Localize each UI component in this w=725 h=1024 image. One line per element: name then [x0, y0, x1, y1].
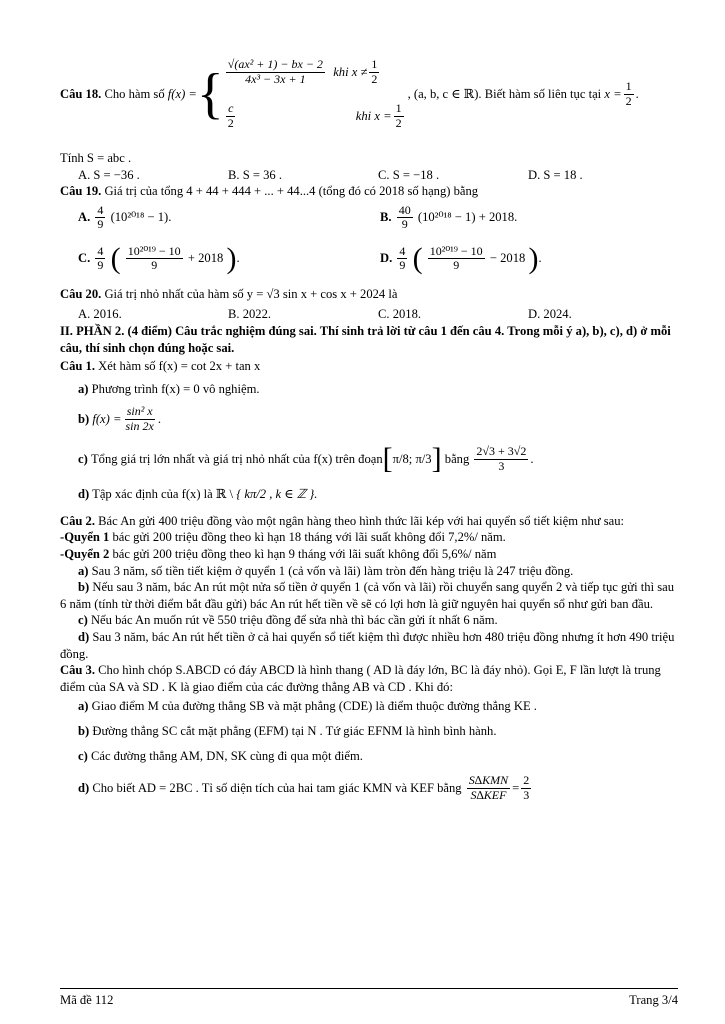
c3-d-num: S∆KMN: [468, 773, 509, 788]
c2-book2-text: bác gửi 200 triệu đồng theo kì hạn 9 tháng với lãi suất không đổi 5,6%/ năm: [112, 546, 497, 561]
q20-answer-a: A. 2016.: [78, 307, 122, 322]
c2-book2: [60, 546, 678, 563]
c1-item-b: b) f(x) = $\frac{\text{sin² x}}{\sin 2x}$ .: [78, 404, 161, 434]
c3-d-eq: =: [512, 781, 520, 796]
question-20: [60, 286, 678, 303]
q19-d-label: D.: [380, 250, 393, 265]
c1-c-pre: Tổng giá trị lớn nhất và giá trị nhỏ nhất của f(x) trên đoạn: [90, 451, 383, 466]
paren-close-2: ): [528, 241, 539, 275]
q18-ask: Tính S = abc .: [60, 151, 132, 165]
c1-c-seg-b: π/3: [415, 451, 432, 466]
c3-item-a: [60, 698, 678, 715]
half-den-3: 2: [625, 93, 632, 108]
exam-code: Mã đề 112: [60, 993, 114, 1007]
c1-c-label: c): [78, 451, 88, 466]
q19-d-coef-n: 4: [399, 243, 406, 258]
c2-item-d: [60, 629, 678, 662]
q19-c-coef-d: 9: [97, 258, 104, 273]
half-den-2: 2: [395, 115, 402, 130]
c1-a-label: a): [78, 381, 89, 396]
q19-c-in-n: 10²⁰¹⁹ − 10: [127, 243, 181, 258]
c1-c-seg-a: π/8: [392, 451, 409, 466]
c2-book1-label: -Quyển 1: [60, 530, 110, 545]
c1-item-d: [60, 486, 678, 503]
c1-b-den: sin 2x: [125, 419, 154, 434]
question-19: [60, 183, 678, 200]
c1-d-pre: Tập xác định của f(x) là ℝ \: [92, 487, 234, 502]
c2-item-a: [60, 563, 678, 580]
q19-answer-a: [78, 204, 376, 233]
c2-book1: [60, 529, 678, 546]
c3-item-c: [60, 748, 678, 765]
c3-d-den: S∆KEF: [470, 788, 507, 803]
c1-d-label: d): [78, 487, 90, 502]
q19-text: Giá trị của tổng 4 + 44 + 444 + ... + 44...4 (tổng đó có 2018 số hạng) bằng: [104, 184, 479, 199]
q18-cond-top: khi x ≠: [333, 64, 368, 79]
c2-b-text: Nếu sau 3 năm, bác An rút một nửa số tiền ở quyển 1 (cả vốn và lãi) rồi chuyển sang quyển 2 và tiếp tục gửi thì sau 6 năm (tính từ thời điểm bắt đầu gửi) bác An rút hết tiền về sẽ có lợi hơn là giữ nguyên hai quyển sổ như gửi ban đầu.: [60, 580, 675, 611]
paren-open-2: (: [412, 241, 423, 275]
q18-answer-d: D. S = 18 .: [528, 167, 583, 182]
c3-d-pre: Cho biết AD = 2BC . Tỉ số diện tích của hai tam giác KMN và KEF bằng: [92, 781, 462, 796]
q19-b-coef-n: 40: [398, 202, 411, 217]
paren-open: (: [110, 241, 121, 275]
half-den: 2: [371, 71, 378, 86]
q18-den-top: 4x³ − 3x + 1: [245, 71, 306, 86]
c3-item-b: [60, 723, 678, 740]
c2-a-label: a): [78, 563, 89, 578]
q19-b-label: B.: [380, 209, 392, 224]
c3-label: Câu 3.: [60, 663, 95, 678]
c1-text: Xét hàm số f(x) = cot 2x + tan x: [98, 359, 261, 374]
q19-d-in-d: 9: [453, 258, 460, 273]
c2-item-c: [60, 612, 678, 629]
part2-heading: II. PHẦN 2. (4 điểm) Câu trắc nghiệm đúng sai. Thí sinh trả lời từ câu 1 đến câu 4. Trong mỗi ý a), b), c), d) ở mỗi câu, thí sinh chọn đúng hoặc sai.: [60, 324, 671, 355]
q19-answer-c: C. $\frac{4}{9}$ ( $\frac{\text{10²⁰¹⁹ − 10}}{9}$ + 2018 ).: [78, 241, 240, 275]
q19-c-tail: + 2018: [187, 250, 224, 265]
c3-text: Cho hình chóp S.ABCD có đáy ABCD là hình thang ( AD là đáy lớn, BC là đáy nhỏ). Gọi E, F lần lượt là trung điểm của SA và SD . K là giao điểm của các đường thẳng AB và CD . Khi đó:: [60, 663, 661, 694]
c1-stem: [60, 358, 678, 375]
q18-answer-a: A. S = −36 .: [78, 167, 140, 182]
c2-book2-label: -Quyển 2: [60, 546, 110, 561]
q19-answer-d: D. $\frac{4}{9}$ ( $\frac{\text{10²⁰¹⁹ − 10}}{9}$ − 2018 ).: [380, 241, 542, 275]
half-num-2: 1: [395, 100, 402, 115]
half-num: 1: [371, 56, 378, 71]
q18-label: Câu 18.: [60, 86, 102, 101]
c2-label: Câu 2.: [60, 513, 95, 528]
c3-item-d: [60, 774, 678, 803]
q19-c-in-d: 9: [151, 258, 158, 273]
c2-b-label: b): [78, 580, 90, 595]
page-footer: [60, 988, 678, 1009]
c3-c-label: c): [78, 748, 88, 763]
c1-c-num: 2√3 + 3√2: [476, 443, 527, 458]
q19-b-body: (10²⁰¹⁸ − 1) + 2018.: [417, 209, 518, 224]
c2-text: Bác An gửi 400 triệu đồng vào một ngân hàng theo hình thức lãi kép với hai quyển sổ tiết kiệm như sau:: [98, 513, 625, 528]
c3-a-label: a): [78, 699, 89, 714]
c3-d-vd: 3: [523, 788, 530, 803]
q19-c-label: C.: [78, 250, 91, 265]
q18-den-bot: 2: [227, 115, 234, 130]
c2-item-b: [60, 579, 678, 612]
q18-answers: [60, 167, 678, 184]
left-brace: {: [196, 63, 224, 125]
q18-answer-b: B. S = 36 .: [228, 167, 282, 182]
q19-b-coef-d: 9: [401, 217, 408, 232]
c1-a-text: Phương trình f(x) = 0 vô nghiệm.: [91, 381, 260, 396]
c3-b-label: b): [78, 724, 90, 738]
q18-params: , (a, b, c ∈ ℝ). Biết hàm số liên tục tại: [407, 86, 602, 101]
q20-answer-b: B. 2022.: [228, 307, 272, 322]
c1-c-den: 3: [498, 458, 505, 473]
c2-stem: [60, 513, 678, 530]
exam-page: [60, 44, 678, 803]
q20-answer-c: C. 2018.: [378, 307, 422, 322]
c2-c-text: Nếu bác An muốn rút về 550 triệu đồng để sửa nhà thì bác cần gửi ít nhất 6 năm.: [90, 613, 498, 628]
q18-num-bot: c: [228, 100, 234, 115]
bracket-close: ]: [431, 442, 442, 476]
q19-d-coef-d: 9: [399, 258, 406, 273]
q19-label: Câu 19.: [60, 184, 102, 199]
c1-item-a: [60, 381, 678, 398]
q19-a-label: A.: [78, 209, 91, 224]
c1-item-c: c) Tổng giá trị lớn nhất và giá trị nhỏ nhất của f(x) trên đoạn [ π/8 ; π/3 ] bằng $\frac{2√3 + 3√2}{3}$ .: [78, 442, 534, 476]
q19-answer-b: [376, 204, 678, 233]
c2-a-text: Sau 3 năm, số tiền tiết kiệm ở quyển 1 (cả vốn và lãi) làm tròn đến hàng triệu là 247 triệu đồng.: [91, 563, 574, 578]
page-number: Trang 3/4: [629, 993, 678, 1007]
q19-a-coef-d: 9: [97, 217, 104, 232]
piecewise-function: [224, 50, 406, 138]
c1-c-mid: bằng: [444, 451, 470, 466]
q18-cond-bot: khi x =: [355, 108, 392, 123]
q18-answer-c: C. S = −18 .: [378, 167, 440, 182]
question-18: Câu 18. Cho hàm số f(x) = { $\frac{\text{√(ax² + 1) − bx − 2}}{\text{4x³ − 3x + 1}}$ khi x ≠ $\frac{1}{2}$ $\frac{c}{2}$ khi x = $\frac{1}{2}$ , (a, b, c ∈ ℝ). Biết hàm số liên tục tại x = $\frac{1}{2}$ .: [60, 44, 678, 144]
c1-label: Câu 1.: [60, 359, 95, 374]
q19-d-tail: − 2018: [489, 250, 526, 265]
c3-c-text: Các đường thẳng AM, DN, SK cùng đi qua một điểm.: [90, 748, 363, 763]
q19-a-body: (10²⁰¹⁸ − 1).: [110, 209, 172, 224]
q20-text: Giá trị nhỏ nhất của hàm số y = √3 sin x + cos x + 2024 là: [104, 286, 398, 301]
c3-a-text: Giao điểm M của đường thẳng SB và mặt phẳng (CDE) là điểm thuộc đường thẳng KE .: [91, 699, 537, 714]
q19-c-coef-n: 4: [97, 243, 104, 258]
q18-at-x: x =: [604, 86, 622, 101]
c3-stem: [60, 662, 678, 695]
c2-book1-text: bác gửi 200 triệu đồng theo kì hạn 18 tháng với lãi suất không đổi 7,2%/ năm.: [112, 530, 506, 545]
c3-d-label: d): [78, 781, 90, 796]
c2-d-label: d): [78, 629, 90, 644]
q19-answers-row1: [60, 200, 678, 236]
c1-b-num: sin² x: [126, 404, 153, 419]
c3-b-text: Đường thẳng SC cắt mặt phẳng (EFM) tại N . Tứ giác EFNM là hình bình hành.: [92, 724, 497, 738]
paren-close: ): [226, 241, 237, 275]
q19-answers-row2: [60, 236, 678, 282]
c1-d-set: { kπ/2 , k ∈ ℤ }.: [236, 487, 318, 502]
c1-b-pre: f(x) =: [92, 412, 122, 427]
c2-c-label: c): [78, 613, 88, 628]
q19-a-coef-n: 4: [97, 202, 104, 217]
q18-intro: Cho hàm số: [104, 86, 165, 101]
q18-num-top: √(ax² + 1) − bx − 2: [227, 56, 323, 71]
c3-d-vn: 2: [523, 773, 530, 788]
half-num-3: 1: [625, 78, 632, 93]
q20-answers: [60, 306, 678, 323]
c1-b-label: b): [78, 412, 90, 427]
q19-d-in-n: 10²⁰¹⁹ − 10: [429, 243, 483, 258]
q20-label: Câu 20.: [60, 286, 102, 301]
c2-d-text: Sau 3 năm, bác An rút hết tiền ở cả hai quyển sổ tiết kiệm thì được nhiều hơn 480 triệu đồng nhưng ít hơn 490 triệu đồng.: [60, 629, 675, 661]
bracket-open: [: [382, 442, 393, 476]
q20-answer-d: D. 2024.: [528, 307, 572, 322]
q18-fx: f(x) =: [167, 86, 197, 101]
